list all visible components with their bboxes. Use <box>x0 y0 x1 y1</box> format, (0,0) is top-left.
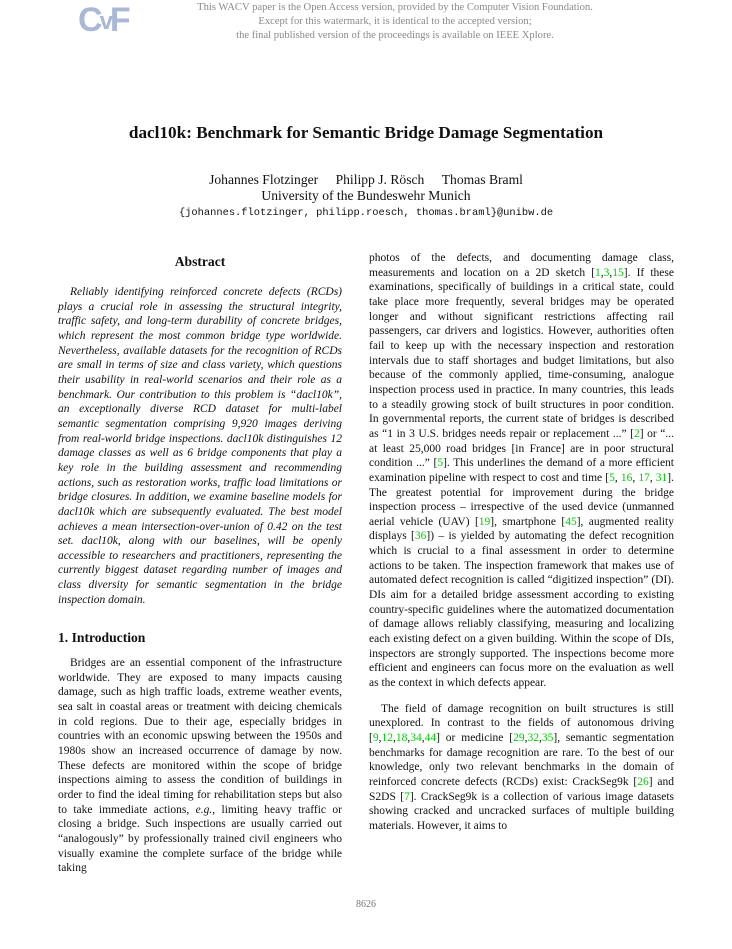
citation-link[interactable]: 12 <box>381 732 393 744</box>
text-run: The field of damage recognition on built structures is still unexplored. In contrast to the fields of autonomous driving [ <box>369 702 674 744</box>
author-block <box>0 172 732 204</box>
citation-link[interactable]: 3 <box>603 266 610 279</box>
citation-link[interactable]: 9 <box>372 732 379 744</box>
page-number: 8626 <box>356 899 376 910</box>
text-run: ], augmented reality displays [ <box>369 515 674 543</box>
citation-link[interactable]: 44 <box>424 732 437 744</box>
text-run: ] or medicine [ <box>436 732 514 744</box>
author-name: Johannes Flotzinger <box>209 172 319 187</box>
citation-link[interactable]: 17 <box>638 471 650 484</box>
cvf-logo-icon: CvF <box>78 1 128 39</box>
text-run: , limiting heavy traffic or closing a bridge. Such inspections are usually carried out “analogously” by professionally trained civil engineers who visually examine the complete surface of the bridge while taking <box>58 803 342 875</box>
text-run: ]. This underlines the demand of a more efficient examination pipeline with respect to cost and time [ <box>369 457 674 484</box>
citation-link[interactable]: 5 <box>609 471 615 484</box>
watermark-line: the final published version of the proceedings is available on IEEE Xplore. <box>236 30 554 41</box>
author-emails: {johannes.flotzinger, philipp.roesch, thomas.braml}@unibw.de <box>178 207 554 219</box>
citation-link[interactable]: 31 <box>655 471 668 484</box>
introduction-right-column <box>369 251 674 834</box>
intro-paragraph: The field of damage recognition on built structures is still unexplored. In contrast to the fields of autonomous driving [9,12,18,34,44] or medicine [29,32,35], semantic segmentation benchmarks for damage recognition are rare. To the best of our knowledge, only two relevant benchmarks in the domain of reinforced concrete defects (RCDs) exist: CrackSeg9k [26] and S2DS [7]. CrackSeg9k is a collection of various image datasets showing cracked and uncracked surfaces of multiple building materials. However, it aims to <box>369 702 674 832</box>
citation-link[interactable]: 19 <box>478 515 491 528</box>
text-run: ] or “... at least 25,000 road bridges [in France] are in poor structural condition ...” [ <box>369 427 674 470</box>
author-name: Philipp J. Rösch <box>335 172 425 187</box>
citation-link[interactable]: 36 <box>414 530 427 543</box>
text-run: ]) – is yielded by automating the defect recognition which is crucial to a final assessment in order to determine actions to be taken. The inspection framework that makes use of automated defect recognition is called “digitized inspection” (DI). DIs aim for a detailed bridge assessment according to existing country-specific guidelines where the automatized documentation of damage allows reliably classifying, measuring and localizing each existing defect on a given building. Within the scope of DIs, inspectors are strongly supported. The inspections become more efficient and engineers can focus more on the evaluation as well as the context in which defects appear. <box>369 530 674 690</box>
affiliation: University of the Bundeswehr Munich <box>261 188 471 203</box>
citation-link[interactable]: 45 <box>565 515 577 528</box>
abstract-body <box>58 285 342 607</box>
citation-link[interactable]: 32 <box>527 732 539 744</box>
paper-title: dacl10k: Benchmark for Semantic Bridge Damage Segmentation <box>128 123 604 142</box>
intro-paragraph <box>58 656 342 876</box>
text-run: ], smartphone [ <box>490 515 566 528</box>
citation-link[interactable]: 7 <box>404 790 410 803</box>
citation-link[interactable]: 2 <box>633 427 640 440</box>
watermark-banner <box>0 0 732 48</box>
author-list <box>0 172 732 188</box>
intro-paragraph-continued: photos of the defects, and documenting damage class, measurements and location on a 2D sketch [1,3,15]. If these examinations, specifically of buildings in a critical state, could take place more frequently, several bridges may be operated longer and without significant restrictions affecting rail passengers, car drivers and logistics. However, authorities often fail to keep up with the necessary inspection and restoration intervals due to staff shortages and budget limitations, but also because of the commonly applied, time-consuming, analogue inspection process used in practice. In many countries, this leads to a steadily growing stock of built structures in poor condition. In governmental reports, the current state of bridges is described as “1 in 3 U.S. bridges needs repair or replacement ...” [2] or “... at least 25,000 road bridges [in France] are in poor structural condition ...” [5]. This underlines the demand of a more efficient examination pipeline with respect to cost and time [5, 16, 17, 31]. The greatest potential for improvement during the bridge inspection process – irrespective of the used device (unmanned aerial vehicle (UAV) [19], smartphone [45], augmented reality displays [36]) – is yielded by automating the defect recognition which is crucial to a final assessment in order to determine actions to be taken. The inspection framework that makes use of automated defect recognition is called “digitized inspection” (DI). DIs aim for a detailed bridge assessment according to existing country-specific guidelines where the automatized documentation of damage allows reliably classifying, measuring and localizing each existing defect on a given building. Within the scope of DIs, inspectors are strongly supported. The inspections become more efficient and engineers can focus more on the evaluation as well as the context in which defects appear. <box>369 252 675 690</box>
citation-link[interactable]: 29 <box>513 732 525 744</box>
abstract-heading: Abstract <box>174 254 226 269</box>
text-run: ]. CrackSeg9k is a collection of various image datasets showing cracked and uncracked surfaces of multiple building materials. However, it aims to <box>369 790 674 832</box>
citation-link[interactable]: 1 <box>595 266 601 279</box>
citation-link[interactable]: 26 <box>637 775 649 788</box>
watermark-text <box>150 1 640 43</box>
citation-link[interactable]: 15 <box>612 266 624 279</box>
text-run: Bridges are an essential component of the infrastructure worldwide. They are exposed to many impacts causing damage, such as high traffic loads, extreme weather events, sea salt in coastal areas or treatment with deicing chemicals in cold regions. Due to their age, especially bridges in countries with an economic upswing between the 1950s and 1980s show an increased occurrence of damage by now. These defects are monitored within the scope of bridge inspections aiming to assess the condition of buildings in order to find the ideal timing for rehabilitation steps but also to take immediate actions, <box>58 657 342 816</box>
citation-link[interactable]: 16 <box>620 471 633 484</box>
text-run: ], semantic segmentation benchmarks for damage recognition are rare. To the best of our knowledge, only two relevant benchmarks in the domain of reinforced concrete defects (RCDs) exist: CrackSeg9k [ <box>369 732 674 788</box>
citation-link[interactable]: 18 <box>395 732 408 744</box>
watermark-line: Except for this watermark, it is identical to the accepted version; <box>258 16 532 27</box>
watermark-line: This WACV paper is the Open Access version, provided by the Computer Vision Foundation. <box>197 2 593 13</box>
text-run: ]. If these examinations, specifically of buildings in a critical state, could take place more frequently, several bridges may be operated longer and without significant restrictions affecting rail passengers, car drivers and logistics. However, authorities often fail to keep up with the necessary inspection and restoration intervals due to staff shortages and budget limitations, but also because of the commonly applied, time-consuming, analogue inspection process used in practice. In many countries, this leads to a steadily growing stock of built structures in poor condition. In governmental reports, the current state of bridges is described as “1 in 3 U.S. bridges needs repair or replacement ...” [ <box>369 266 674 440</box>
abstract-text: Reliably identifying reinforced concrete defects (RCDs) plays a crucial role in assessing the structural integrity, traffic safety, and long-term durability of concrete bridges, which represent the most common bridge type worldwide. Nevertheless, available datasets for the recognition of RCDs are small in terms of size and class variety, which questions their usability in real-world scenarios and their role as a benchmark. Our contribution to this problem is “dacl10k”, an exceptionally diverse RCD dataset for multi-label semantic segmentation comprising 9,920 images deriving from real-world bridge inspections. dacl10k distinguishes 12 damage classes as well as 6 bridge components that play a key role in the building assessment and recommending actions, such as restoration works, traffic load limitations or bridge closures. In addition, we examine baseline models for dacl10k which are subsequently evaluated. The best model achieves a mean intersection-over-union of 0.42 on the test set. dacl10k, along with our baselines, will be openly accessible to researchers and practitioners, representing the currently biggest dataset regarding number of images and class diversity for semantic segmentation in the bridge inspection domain. <box>58 286 342 606</box>
author-name: Thomas Braml <box>441 172 523 187</box>
citation-link[interactable]: 35 <box>541 732 554 744</box>
section-heading-introduction: 1. Introduction <box>58 630 146 645</box>
text-run: photos of the defects, and documenting damage class, measurements and location on a 2D sketch [ <box>369 252 674 279</box>
citation-link[interactable]: 5 <box>437 457 444 470</box>
text-run-italic: e.g. <box>195 803 213 816</box>
citation-link[interactable]: 34 <box>410 732 422 744</box>
introduction-left-column <box>58 656 342 876</box>
text-run: ] and S2DS [ <box>369 775 674 803</box>
text-run: ]. The greatest potential for improvement during the bridge inspection process – irrespective of the used device (unmanned aerial vehicle (UAV) [ <box>369 471 675 528</box>
